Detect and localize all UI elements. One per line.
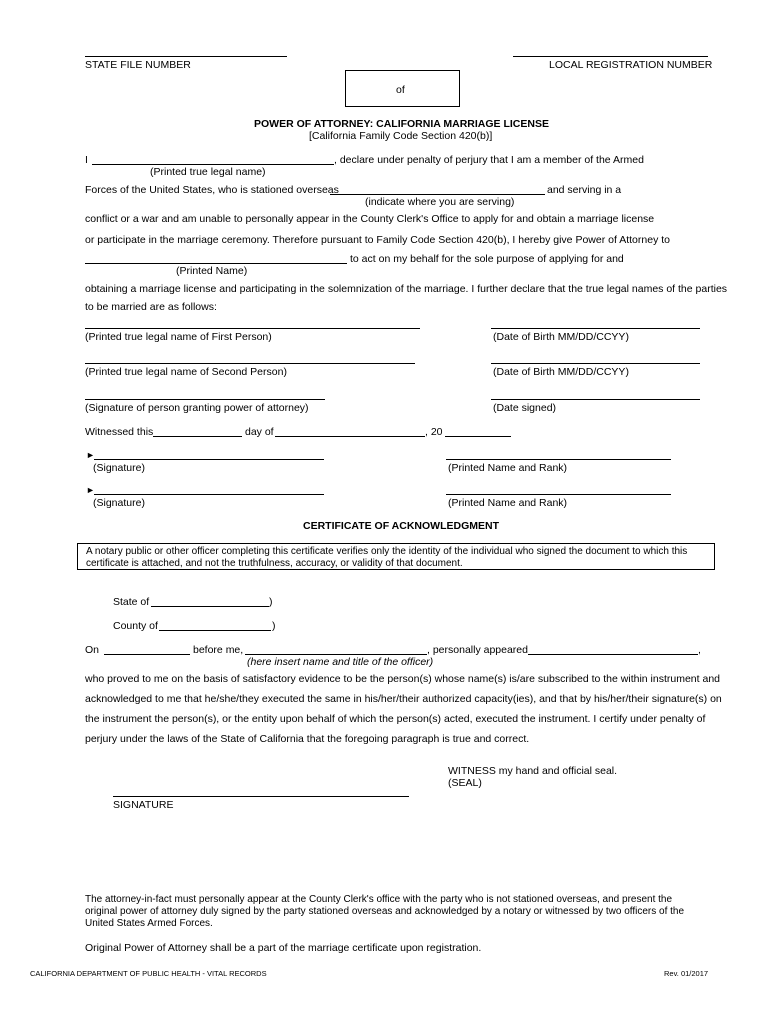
- witness2-rank-field[interactable]: [446, 494, 671, 495]
- department-footer: CALIFORNIA DEPARTMENT OF PUBLIC HEALTH - VITAL RECORDS: [30, 969, 267, 978]
- date-signed-field[interactable]: [491, 399, 700, 400]
- acknowledgment-date-field[interactable]: [104, 654, 190, 655]
- notary-notice-box: A notary public or other officer completing this certificate verifies only the identity of the individual who signed the document to which this certificate is attached, and not the truthfulness, accuracy, or validity of that document.: [77, 543, 715, 570]
- declare-text: , declare under penalty of perjury that I am a member of the Armed: [334, 154, 644, 166]
- witness1-rank-caption: (Printed Name and Rank): [448, 462, 568, 474]
- local-registration-number-label: LOCAL REGISTRATION NUMBER: [549, 59, 713, 71]
- officer-name-field[interactable]: [245, 654, 427, 655]
- second-person-dob-caption: (Date of Birth MM/DD/CCYY): [493, 366, 629, 378]
- printed-true-legal-name-caption: (Printed true legal name): [150, 166, 266, 178]
- declarant-name-field[interactable]: [92, 164, 334, 165]
- page-count-of: of: [396, 84, 405, 96]
- witness-month-field[interactable]: [275, 436, 425, 437]
- printed-name-caption: (Printed Name): [176, 265, 248, 277]
- witness2-rank-caption: (Printed Name and Rank): [448, 497, 568, 509]
- form-subtitle: [California Family Code Section 420(b)]: [309, 130, 493, 142]
- state-of-paren: ): [269, 596, 273, 608]
- state-file-number-label: STATE FILE NUMBER: [85, 59, 191, 71]
- witness1-signature-field[interactable]: [94, 459, 324, 460]
- to-act-text: to act on my behalf for the sole purpose of applying for and: [350, 253, 624, 265]
- year-prefix-text: , 20: [425, 426, 443, 438]
- notary-signature-label: SIGNATURE: [113, 799, 174, 811]
- certificate-heading: CERTIFICATE OF ACKNOWLEDGMENT: [303, 520, 499, 532]
- conflict-text: conflict or a war and am unable to personally appear in the County Clerk's Office to apply for and obtain a marriage license: [85, 213, 655, 225]
- form-title: POWER OF ATTORNEY: CALIFORNIA MARRIAGE LICENSE: [254, 118, 549, 130]
- granting-signature-field[interactable]: [85, 399, 325, 400]
- state-file-number-line[interactable]: [85, 56, 287, 57]
- attorney-name-field[interactable]: [85, 263, 347, 264]
- indicate-serving-caption: (indicate where you are serving): [365, 196, 515, 208]
- to-be-married-text: to be married are as follows:: [85, 301, 217, 313]
- first-person-dob-caption: (Date of Birth MM/DD/CCYY): [493, 331, 629, 343]
- on-label: On: [85, 644, 100, 656]
- state-of-label: State of: [113, 596, 150, 608]
- date-signed-caption: (Date signed): [493, 402, 557, 414]
- attorney-in-fact-note: The attorney-in-fact must personally appear at the County Clerk's office with the party who is not stationed overseas, and present the original power of attorney duly signed by the party stationed overseas and acknowledged by a notary or witnessed by two officers of the United States Armed Forces.: [85, 894, 685, 929]
- first-person-name-field[interactable]: [85, 328, 420, 329]
- notary-signature-field[interactable]: [113, 796, 409, 797]
- day-of-text: day of: [245, 426, 274, 438]
- obtaining-text: obtaining a marriage license and participating in the solemnization of the marriage. I further declare that the true legal names of the parties: [85, 283, 728, 295]
- declarant-prefix: I: [85, 154, 88, 166]
- state-of-field[interactable]: [151, 606, 269, 607]
- acknowledgment-line-3: the instrument the person(s), or the entity upon behalf of which the person(s) acted, executed the instrument. I certify under penalty of: [85, 713, 706, 725]
- second-person-name-field[interactable]: [85, 363, 415, 364]
- before-me-text: before me,: [193, 644, 244, 656]
- witness-hand-text: WITNESS my hand and official seal.: [448, 765, 618, 777]
- serving-text: and serving in a: [547, 184, 622, 196]
- first-person-dob-field[interactable]: [491, 328, 700, 329]
- insert-name-caption-text: (here insert name and title of the officer): [247, 656, 434, 668]
- second-person-caption: (Printed true legal name of Second Person): [85, 366, 287, 378]
- arrow-icon: ►: [86, 450, 95, 460]
- witness-day-field[interactable]: [153, 436, 242, 437]
- insert-name-caption: [247, 656, 433, 668]
- appeared-name-field[interactable]: [528, 654, 698, 655]
- personally-appeared-text: , personally appeared: [427, 644, 528, 656]
- witness-year-field[interactable]: [445, 436, 511, 437]
- witness1-rank-field[interactable]: [446, 459, 671, 460]
- seal-text: (SEAL): [448, 777, 482, 789]
- witnessed-text: Witnessed this: [85, 426, 154, 438]
- acknowledgment-line-1: who proved to me on the basis of satisfactory evidence to be the person(s) whose name(s) is/are subscribed to the within instrument and: [85, 673, 720, 685]
- appeared-comma: ,: [698, 644, 701, 656]
- second-person-dob-field[interactable]: [491, 363, 700, 364]
- acknowledgment-line-2: acknowledged to me that he/she/they executed the same in his/her/their authorized capacity(ies), and that by his/her/their signature(s) on: [85, 693, 722, 705]
- witness1-signature-caption: (Signature): [93, 462, 145, 474]
- revision-footer: Rev. 01/2017: [664, 969, 709, 978]
- granting-signature-caption: (Signature of person granting power of attorney): [85, 402, 309, 414]
- forces-text: Forces of the United States, who is stationed overseas: [85, 184, 339, 196]
- witness2-signature-caption: (Signature): [93, 497, 145, 509]
- local-registration-number-line[interactable]: [513, 56, 708, 57]
- participate-text: or participate in the marriage ceremony. Therefore pursuant to Family Code Section 420(b), I hereby give Power of Attorney to: [85, 234, 670, 246]
- county-of-paren: ): [272, 620, 276, 632]
- county-of-field[interactable]: [159, 630, 271, 631]
- original-poa-note: Original Power of Attorney shall be a part of the marriage certificate upon registration.: [85, 942, 482, 954]
- county-of-label: County of: [113, 620, 158, 632]
- stationed-location-field[interactable]: [330, 194, 545, 195]
- first-person-caption: (Printed true legal name of First Person): [85, 331, 272, 343]
- witness2-signature-field[interactable]: [94, 494, 324, 495]
- acknowledgment-line-4: perjury under the laws of the State of California that the foregoing paragraph is true and correct.: [85, 733, 530, 745]
- arrow-icon: ►: [86, 485, 95, 495]
